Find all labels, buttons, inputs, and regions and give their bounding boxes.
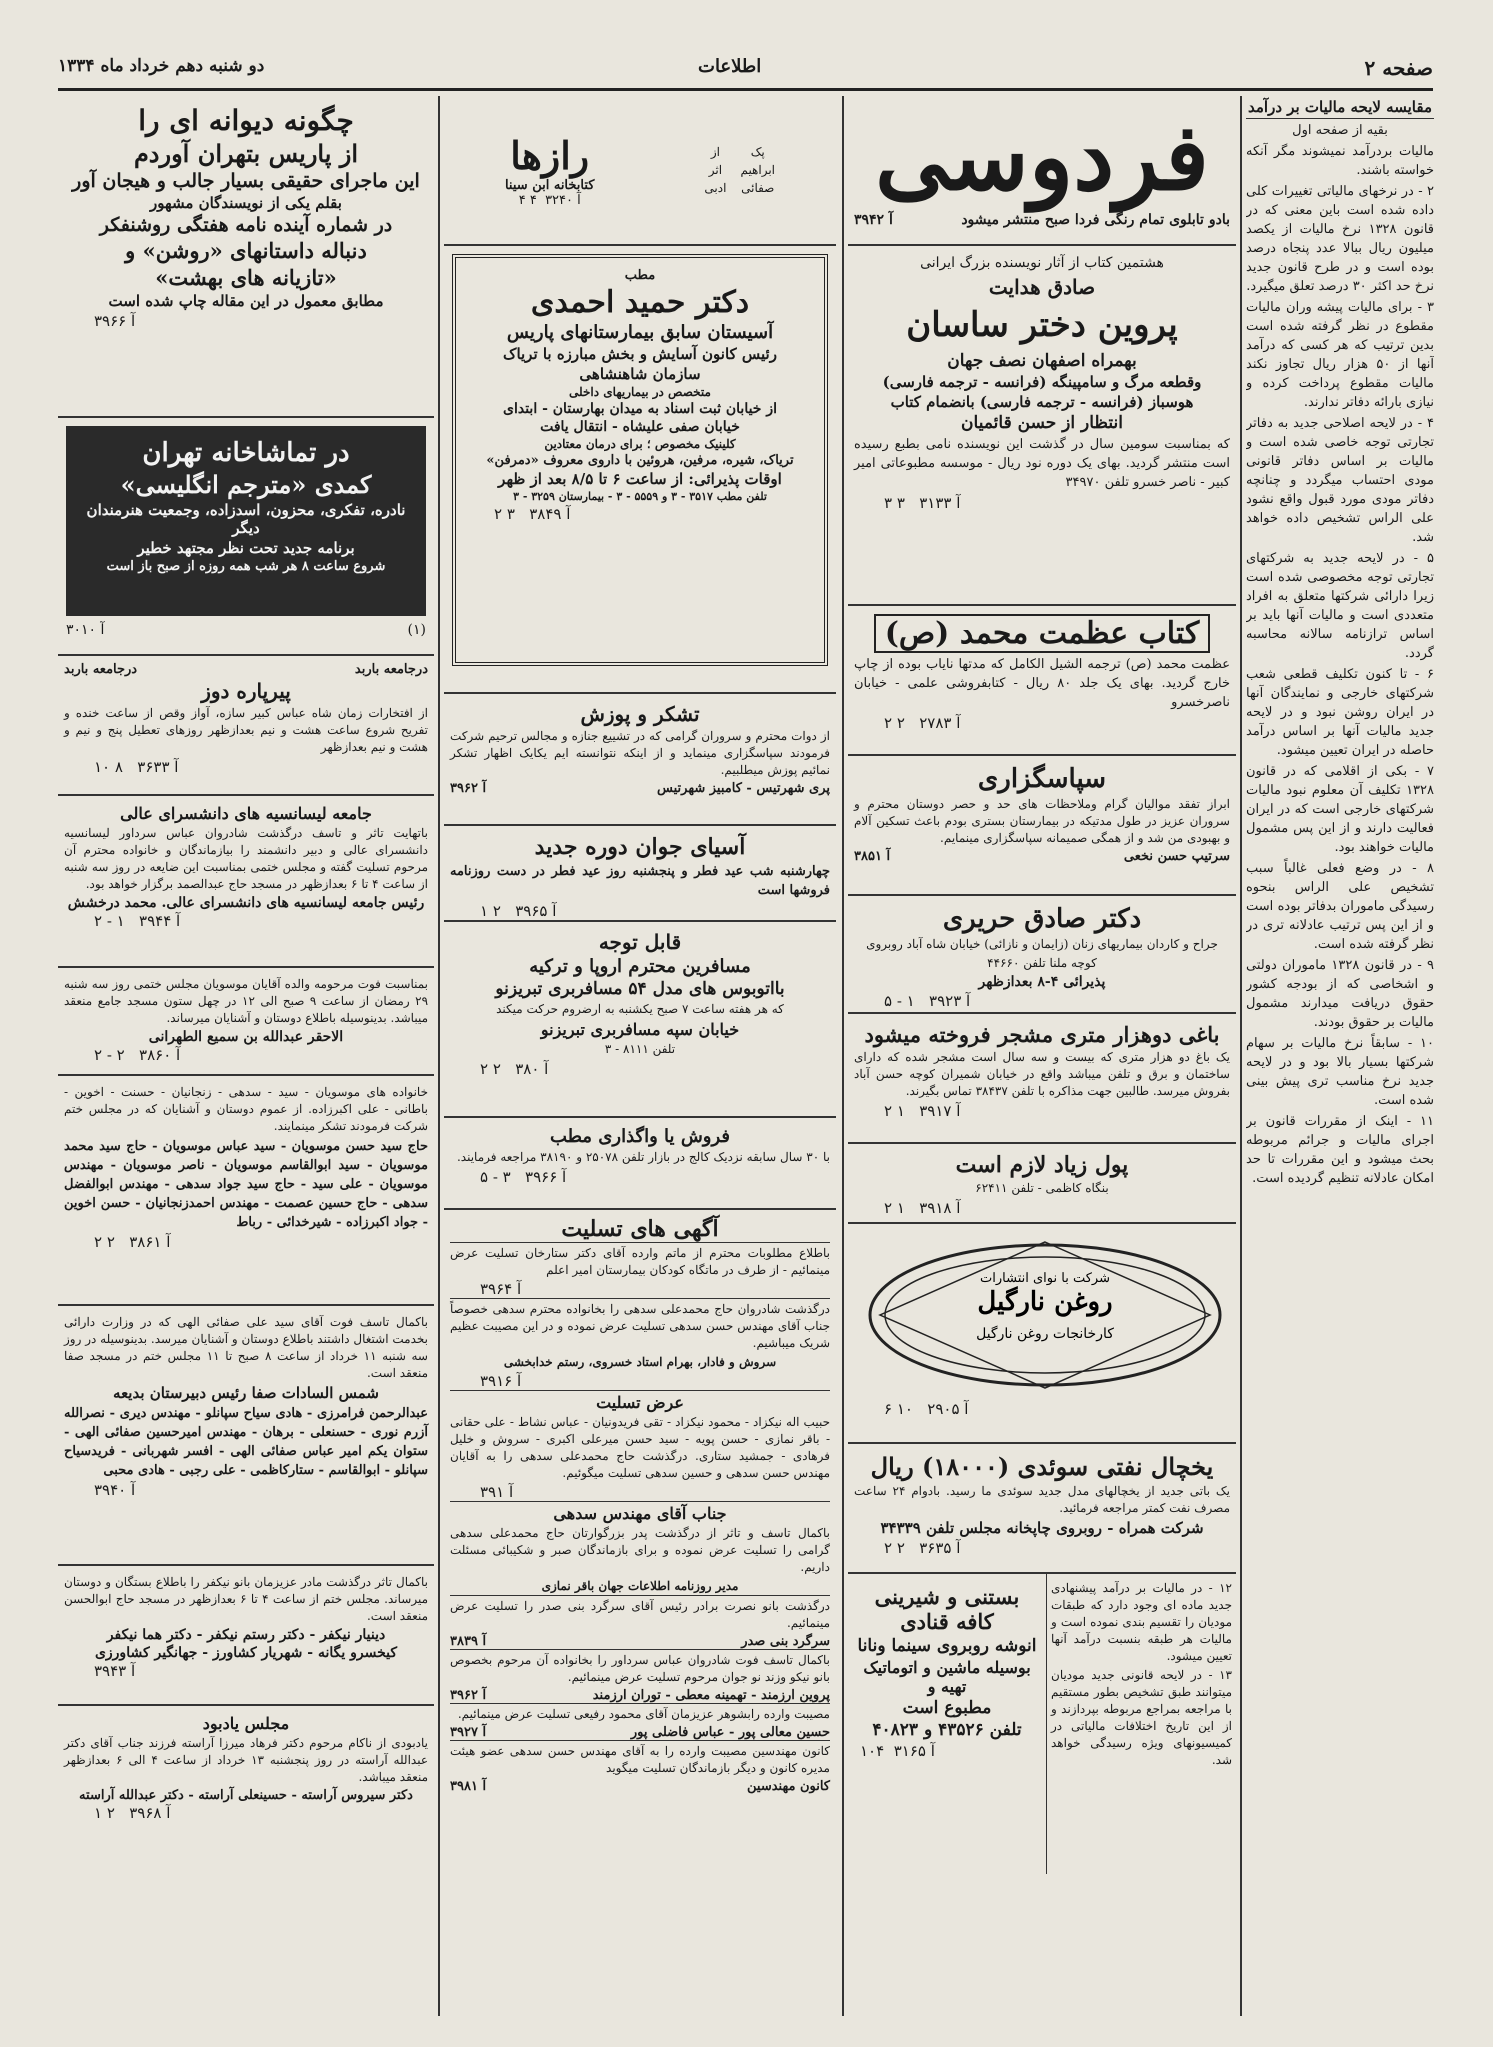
venue-label: درجامعه باربد (64, 662, 138, 677)
theatre-title: در تماشاخانه تهران (142, 438, 350, 468)
razha-ad (444, 96, 836, 246)
book-body: که بمناسبت سومین سال در گذشت این نویسنده نامی بطبع رسیده است منتشر گردید. بهای یک دوره نود ریال - موسسه مطبوعاتی امیر کبیر - ناصر خسرو تلفن ۳۴۹۷۰ (854, 437, 1230, 490)
ad-code: آ ۳۱۶۵ (893, 1742, 935, 1760)
travel-title: قابل توجه (598, 930, 682, 954)
stamp-title: روغن نارگیل (977, 1287, 1113, 1317)
doctor-line: تریاک، شیره، مرفین، هروئین با داروی معروف «دمرفن» (486, 453, 794, 468)
ad-code-2: ۲ ۱ (480, 902, 501, 920)
thanks-ad (848, 756, 1236, 896)
ad-code: آ ۳۸۶۱ (129, 1233, 171, 1251)
memorial-sign: الاحقر عبدالله بن سمیع الطهرانی (148, 1029, 344, 1045)
ferdowsi-ad (848, 96, 1236, 246)
stamp-line: شرکت با نوای انتشارات (980, 1271, 1110, 1286)
travel-ad (444, 922, 836, 1118)
ad-code-2: ۱ ۲ (884, 1102, 905, 1120)
ad-code: آ ۳۹۱۸ (919, 1199, 961, 1217)
ad-code: آ ۳۸۵۱ (854, 849, 891, 864)
family-names: حاج سید حسن موسویان - سید عباس موسویان - حاج سید محمد موسویان - سید ابوالقاسم موسویان - ناصر موسویان - مهندس موسویان - علی سید - حاج سید جواد سدهی - مهندس ابوالفضل سدهی - حاج حسین عصمت - مهندس احمدزنجانیان - حسن اخوین - جواد اکبرزاده - شیرخدائی - رباط (64, 1139, 428, 1230)
tax-note: ۱۳ - در لایحه قانونی جدید مودیان میتوانند طبق تشخیص بطور مستقیم با مراجعه بمراجع مربوطه بپردازند و از این تاریخ اختلافات مالیاتی در کمیسیونهای ویژه رسیدگی خواهد شد. (1051, 1668, 1232, 1767)
coconut-oil-stamp (860, 1230, 1230, 1400)
tax-paragraph: ۸ - در وضع فعلی غالباً سبب تشخیص علی الراس بنحوه رسیدگی ماموران بدفاتر بوده است و از این پس ترتیب عادلانه تری در نظر گرفته شده است. (1246, 861, 1434, 952)
garden-body: یک باغ دو هزار متری که بیست و سه سال است مشجر شده که دارای ساختمان و برق و تلفن میباشد واقع در خیابان شمیران کوچه حسن آباد بفروش میرسد. طالبین جهت مذاکره با تلفن ۳۸۴۳۷ تماس بگیرند. (854, 1050, 1230, 1098)
condolence-sign: سرگرد بنی صدر (741, 1634, 830, 1649)
tashakor-title: تشکر و پوزش (580, 702, 700, 726)
ad-code-2: ۳ ۳ (884, 494, 905, 512)
money-ad (848, 1144, 1236, 1224)
doctor-phone: تلفن مطب ۳۵۱۷ - ۳ و ۵۵۵۹ - ۳ - بیمارستان ۳۲۵۹ - ۳ (513, 490, 767, 503)
condolence-body: حبیب اله نیکزاد - محمود نیکزاد - تقی فریدونیان - عباس نشاط - علی حقانی - باقر نمازی - حسن پویه - سید حسن میرعلی اکبری - سروش و خلیل فرهادی - جمشید ستاری. درگذشت حاج محمدعلی سدهی را به آقایان مهندس حسن سدهی و حسین سدهی تسلیت میگوئیم. (450, 1415, 830, 1480)
safa-names: عبدالرحمن فرامرزی - هادی سیاح سپانلو - مهندس دیری - نصرالله آزرم نوری - حسنعلی - برهان - مهندس امیرحسین صفائی الهی - ستوان یکم امیر عباس صفائی الهی - افسر شهربانی - فریدسیاح سپانلو - ابوالقاسم - ستارکاظمی - علی رجبی - هادی محبی (64, 1406, 428, 1478)
tashakor-sign: پری شهرتیس - کامبیز شهرتیس (657, 781, 830, 796)
hariri-title: دکتر صادق حریری (942, 904, 1142, 934)
tax-paragraph: ۵ - در لایحه جدید به شرکتهای تجارتی توجه مخصوصی شده است زیرا دارائی شرکتها متعلق به افراد متعددی است و مالیات آنها باید بر اساس ترازنامه سالانه محاسبه گردد. (1246, 551, 1434, 661)
divaneh-line: مطابق معمول در این مقاله چاپ شده است (108, 292, 384, 310)
ad-code: آ ۳۹۶۶ (525, 1168, 567, 1186)
book-subtitle: وقطعه مرگ و سامپینگه (فرانسه - ترجمه فارسی) (882, 373, 1202, 391)
ferdowsi-tagline: بادو تابلوی تمام رنگی فردا صبح منتشر میشود (961, 212, 1230, 228)
page-number: صفحه ۲ (1364, 56, 1433, 80)
divaneh-ad (58, 96, 434, 418)
tax-paragraph: ۷ - بکی از اقلامی که در قانون ۱۳۲۸ تکلیف آن معلوم نبود مالیات شرکتهای خارجی است که در ایران فعالیت دارند و از این پس مشمول مالیات خواهند بود. (1246, 764, 1434, 855)
ad-code-2: ۳ ۲ (494, 505, 515, 523)
cafe-line: بوسیله ماشین و اتوماتیک تهیه و (863, 1658, 1031, 1696)
razha-credit: صفائی (741, 181, 775, 195)
ad-code: آ ۳۲۴۰ (545, 192, 581, 208)
yadbod-body: یادبودی از ناکام مرحوم دکتر فرهاد میرزا آراسته فرزند جناب آقای دکتر عبدالله آراسته در روز پنجشنبه ۱۳ خرداد از ساعت ۴ الی ۶ بعدازظهر منعقد میباشد. (64, 1736, 429, 1784)
ad-code: آ ۳۹۶۵ (515, 902, 557, 920)
tashakor-body: از دوات محترم و سروران گرامی که در تشییع جنازه و مجالس ترحیم شرکت فرمودند سپاسگزاری مینماید و از اینکه نتوانسته ایم یکایک اظهار تشکر نمائیم پوزش میطلبیم. (450, 729, 830, 777)
ad-code: آ ۳۹۴۴ (139, 912, 181, 930)
divaneh-line: این ماجرای حقیقی بسیار جالب و هیجان آور (72, 170, 420, 192)
yadbod-notice (58, 1706, 434, 1828)
doctor-ahmadi-ad (444, 246, 836, 694)
ad-code-2: (۱) (407, 622, 426, 638)
doctor-line: متخصص در بیماریهای داخلی (569, 385, 711, 399)
lisans-notice (58, 796, 434, 968)
ad-code: آ ۳۹۴۰ (94, 1481, 136, 1499)
hariri-line: کوچه ملنا تلفن ۴۴۶۶۰ (987, 956, 1097, 970)
left-column (58, 96, 434, 2016)
ad-code: آ ۳۹۶۲ (450, 1688, 487, 1703)
thanks-body: ابراز تفقد موالیان گرام وملاحظات های حد و حصر دوستان محترم و سروران عزیز در طول مدتیکه در بیمارستان بستری بودم باعث تسکین آلام و بهبودی من شد و از همگی صمیمانه سپاسگزاری مینمایم. (854, 797, 1230, 845)
ad-code: آ ۳۹۲۷ (450, 1725, 487, 1740)
memorial-body: بمناسبت فوت مرحومه والده آقایان موسویان مجلس ختمی روز سه شنبه ۲۹ رمضان از ساعت ۹ صبح الی ۱۲ در چهل ستون مسجد جامع منعقد میباشد. بدینوسیله باطلاع دوستان و آشنایان میرساند. (64, 977, 429, 1025)
tax-article-column (1246, 96, 1434, 2016)
tax-paragraph: ۴ - در لایحه اصلاحی جدید به دفاتر تجارتی توجه خاصی شده است و مالیات بر اساس دفاتر قانونی مودی احتساب میگردد و چنانچه دفاتر مودی مورد قبول واقع نشود علی الراس تشخیص داده خواهد شد. (1246, 416, 1434, 545)
doctor-line: خیابان صفی علیشاه - انتقال یافت (540, 419, 740, 435)
razha-credit: ابراهیم (740, 163, 776, 177)
travel-line: که هر هفته ساعت ۷ صبح یکشنبه به ارضروم حرکت میکند (496, 1002, 784, 1016)
condolence-sign: پروین ارزمند - تهمینه معطی - توران ارزمند (592, 1688, 830, 1703)
thanks-apology-ad (444, 694, 836, 826)
ad-code-2: ۲ - ۲ (94, 1046, 125, 1064)
ad-code: آ ۳۸۴۹ (529, 505, 571, 523)
condolence-heading: عرض تسلیت (596, 1393, 684, 1412)
ad-code-2: ۱ - ۲ (94, 912, 125, 930)
condolence-body: درگذشت بانو نصرت برادر رئیس آقای سرگرد بنی صدر را تسلیت عرض مینمائیم. (450, 1599, 830, 1630)
ad-code: آ ۳۹۶۶ (94, 312, 136, 330)
book-title: پروین دختر ساسان (906, 305, 1178, 345)
safa-body: باکمال تاسف فوت آقای سید علی صفائی الهی که در وزارت دارائی بخدمت اشتغال داشتند باطلاع دوستان و آشنایان میرسد. بدینوسیله در روز سه شنبه ۱۱ خرداد از ساعت ۸ صبح تا ۱۱ مجلس ختم در مسجد صفا منعقد است. (64, 1315, 428, 1380)
razha-credits (704, 143, 775, 197)
fridge-body: یک باتی جدید از یخچالهای مدل جدید سوئدی ما رسید. بادوام ۲۴ ساعت مصرف نفت کمتر مراجعه فرمائید. (854, 1484, 1231, 1515)
condolence-body: باکمال تاسف فوت شادروان عباس سرداور را بخانواده آن مرحوم بخصوص بانو نیکو وزند نو جوان مرحوم تسلیت عرض مینمائیم. (450, 1653, 830, 1684)
fridge-sign: شرکت همراه - روبروی چاپخانه مجلس تلفن ۳۴۳۳۹ (880, 1519, 1204, 1537)
travel-phone: تلفن ۸۱۱۱ - ۳ (604, 1042, 676, 1056)
book-author: صادق هدایت (988, 275, 1096, 299)
ad-code-2: ۲ ۲ (884, 1539, 905, 1557)
doctor-name: دکتر حمید احمدی (530, 285, 750, 320)
book-subtitle: هوسباز (فرانسه - ترجمه فارسی) بانضمام کتاب (890, 393, 1194, 411)
doctor-hours: اوقات پذیرائی: از ساعت ۶ تا ۸/۵ بعد از ظهر (498, 470, 782, 488)
thanks-sign: سرتیپ حسن نخعی (1123, 849, 1230, 864)
ad-code: آ ۳۸۶۰ (139, 1046, 181, 1064)
cafe-line: انوشه روبروی سینما ونانا (857, 1636, 1037, 1656)
razha-credit: پک (750, 145, 765, 159)
ad-code: آ ۳۹۱۷ (919, 1102, 961, 1120)
divaneh-line: از پاریس بتهران آوردم (133, 139, 359, 168)
tax-paragraph: ۱۱ - اینک از مقررات قانون بر اجرای مالیات و جرائم مربوطه بحث میشود و این مقررات تا حد امکان عادلانه تنظیم گردیده است. (1246, 1114, 1434, 1186)
parvin-book-ad (848, 246, 1236, 606)
column-divider (842, 96, 844, 2016)
condolence-sign: سروش و فادار، بهرام استاد خسروی، رستم خدابخشی (503, 1355, 777, 1369)
pirpara-title: پیرپاره دوز (201, 679, 291, 703)
pirpara-ad (58, 656, 434, 796)
condolence-sign: مدیر روزنامه اطلاعات جهان باقر نمازی (450, 1578, 830, 1596)
tax-paragraph: ۳ - برای مالیات پیشه وران مالیات مقطوع در نظر گرفته شده است بدین ترتیب که هر کسی که درآمد آنها از ۵۰ هزار ریال تجاوز نکند مالیات مقطوع پرداخت کرده و نیازی بارائه دفاتر ندارند. (1246, 300, 1434, 410)
book-intro: هشتمین کتاب از آثار نویسنده بزرگ ایرانی (920, 255, 1164, 271)
tax-paragraph: ۲ - در نرخهای مالیاتی تغییرات کلی داده شده است باین معنی که در قانون ۱۳۲۸ نرخ مالیات از یکصد میلیون ریال ببالا عدد پنجاه درصد بوده است و در طرح قانون جدید نرخ حد اکثر ۳۰ درصد تعلق میگیرد. (1246, 184, 1434, 294)
condolence-sign: کانون مهندسین (747, 1779, 830, 1794)
fridge-title: یخچال نفتی سوئدی (۱۸۰۰۰) ریال (870, 1452, 1214, 1481)
ad-code-2: ۸ ۱۰ (94, 758, 123, 776)
condolence-body: مصیبت وارده رابشوهر عزیزمان آقای محمود رفیعی تسلیت عرض مینمائیم. (457, 1707, 830, 1721)
travel-line: خیابان سپه مسافربری تبریزنو (540, 1020, 740, 1039)
ad-code: آ ۲۷۸۳ (919, 714, 961, 732)
cafe-title: بستنی و شیرینی کافه قنادی (874, 1584, 1020, 1634)
doctor-hariri-ad (848, 896, 1236, 1014)
theatre-line: برنامه جدید تحت نظر مجتهد خطیر (137, 539, 355, 557)
theatre-ad (58, 418, 434, 656)
garden-title: باغی دوهزار متری مشجر فروخته میشود (864, 1022, 1220, 1047)
family-body: خانواده های موسویان - سید - سدهی - زنجانیان - حسنت - اخوین - باطانی - علی اکبرزاده. از عموم دوستان و آشنایان که در مجلس ختم شرکت فرمودند تشکر مینمایند. (64, 1085, 428, 1133)
lisans-title: جامعه لیسانسیه های دانشسرای عالی (120, 804, 372, 823)
ad-code: آ ۳۶۳۵ (919, 1539, 961, 1557)
clinic-label: مطب (624, 268, 656, 283)
ad-code: آ ۳۹۶۲ (450, 781, 487, 796)
mid-right-column (848, 96, 1236, 2016)
coconut-oil-ad (848, 1224, 1236, 1444)
money-title: پول زیاد لازم است (955, 1152, 1129, 1178)
ad-code: آ ۲۹۰۵ (927, 1400, 969, 1418)
ad-code-2: ۱۰ ۶ (884, 1400, 913, 1418)
divaneh-line: «تازیانه های بهشت» (155, 265, 337, 290)
divaneh-line: در شماره آینده نامه هفتگی روشنفکر (99, 214, 393, 236)
nikfar-body: باکمال تاثر درگذشت مادر عزیزمان بانو نیکفر را باطلاع بستگان و دوستان میرساند. مجلس ختم از ساعت ۴ تا ۶ بعدازظهر در مسجد حاج ابوالحسن منعقد است. (64, 1575, 429, 1623)
ad-code-2: ۱ ۲ (884, 1199, 905, 1217)
doctor-line: کلینیک مخصوص ؛ برای درمان معتادین (544, 437, 736, 451)
clinic-sale-title: فروش یا واگذاری مطب (549, 1126, 731, 1147)
divaneh-line: دنباله داستانهای «روشن» و (125, 238, 367, 263)
fridge-ad (848, 1444, 1236, 1574)
memorial-notice (58, 968, 434, 1076)
condolence-sign: حسین معالی پور - عباس فاضلی پور (630, 1725, 830, 1740)
ad-code: آ ۳۶۳۳ (137, 758, 179, 776)
garden-sale-ad (848, 1014, 1236, 1144)
safa-notice (58, 1306, 434, 1566)
stamp-line: کارخانجات روغن نارگیل (976, 1326, 1114, 1342)
yadbod-title: مجلس یادبود (202, 1714, 290, 1733)
money-body: بنگاه کاظمی - تلفن ۶۲۴۱۱ (975, 1181, 1109, 1195)
tax-paragraph: ۹ - در قانون ۱۳۲۸ ماموران دولتی و اشخاصی که از بودجه کشور حقوق دریافت میدارند مشمول مالیات بر حقوق بودند. (1246, 958, 1434, 1030)
tax-paragraph: ۱۰ - سابقاً نرخ مالیات بر سهام شرکتها بسیار بالا بود و در لایحه جدید نرخ مناسب تری پیش بینی شده است. (1246, 1036, 1434, 1108)
tax-article-title: مقایسه لایحه مالیات بر درآمد (1246, 98, 1434, 119)
nikfar-sign: دینیار نیکفر - دکتر رستم نیکفر - دکتر هما نیکفر (106, 1627, 386, 1643)
cafe-line: مطبوع است (902, 1698, 992, 1718)
book-subtitle: بهمراه اصفهان نصف جهان (947, 351, 1137, 371)
condolence-heading: جناب آقای مهندس سدهی (553, 1504, 727, 1523)
paper-name: اطلاعات (698, 56, 762, 77)
book-subtitle: انتظار از حسن قائمیان (961, 413, 1123, 433)
page-header (58, 52, 1433, 91)
family-thanks-notice (58, 1076, 434, 1306)
razha-publisher: کتابخانه ابن سینا (504, 177, 595, 193)
safa-title: شمس السادات صفا رئیس دبیرستان بدیعه (113, 1384, 379, 1402)
ad-code: آ ۳۹۴۲ (854, 212, 893, 228)
ad-code-2: ۱۰۴ (860, 1742, 885, 1760)
ad-code: آ ۳۹۶۸ (129, 1804, 171, 1822)
theatre-play: کمدی «مترجم انگلیسی» (120, 470, 372, 499)
condolence-body: درگذشت شادروان حاج محمدعلی سدهی را بخانواده محترم سدهی خصوصاً جناب آقای مهندس حسن سدهی تسلیت عرض نموده و در این مصیبت عظیم شریک میباشیم. (450, 1302, 830, 1350)
doctor-line: آسیستان سابق بیمارستانهای پاریس (506, 322, 774, 343)
column-divider (438, 96, 440, 2016)
thanks-title: سپاسگزاری (977, 764, 1107, 794)
azemat-body: عظمت محمد (ص) ترجمه الشیل الکامل که مدتها نایاب بوده از چاپ خارج گردید. بهای یک جلد ۸۰ ریال - کتابفروشی علمی - خیابان ناصرخسرو (854, 657, 1230, 710)
tax-paragraph: ۶ - تا کنون تکلیف قطعی شعب شرکتهای خارجی و نمایندگان آنها در ایران روشن نبود و در لایحه جدید مالیات آنها بر اساس درآمد حاصله در ایران تعیین میشود. (1246, 667, 1434, 758)
mid-left-column (444, 96, 836, 2016)
issue-date: دو شنبه دهم خرداد ماه ۱۳۳۴ (58, 56, 265, 76)
condolence-body: باطلاع مطلوبات محترم از ماتم وارده آقای دکتر ستارخان تسلیت عرض مینمائیم - از طرف در ماتگاه کودکان بیمارستان امیر اعلم (450, 1246, 830, 1277)
nikfar-notice (58, 1566, 434, 1706)
travel-line: بااتوبوس های مدل ۵۴ مسافربری تبریزنو (495, 979, 785, 999)
ad-code: آ ۳۱۳۳ (919, 494, 961, 512)
ad-code-2: ۳ - ۵ (480, 1168, 511, 1186)
ad-code: آ ۳۸۰ (515, 1060, 549, 1078)
condolence-body: کانون مهندسین مصیبت وارده را به آقای مهندس حسن سدهی عضو هیئت مدیره کانون و دیگر بازماندگان تسلیت میگوید (450, 1744, 830, 1775)
ad-code: آ ۳۸۳۹ (450, 1634, 487, 1649)
hariri-line: جراح و کاردان بیماریهای زنان (زایمان و نازائی) خیابان شاه آباد روبروی (866, 937, 1218, 951)
asia-title: آسیای جوان دوره جدید (534, 834, 746, 860)
column-divider (1240, 96, 1242, 2016)
theatre-line: نادره، تفکری، محزون، اسدزاده، وجمعیت هنرمندان دیگر (86, 501, 406, 537)
ad-code: آ ۳۰۱۰ (66, 622, 105, 638)
asia-body: چهارشنبه شب عید فطر و پنجشنبه روز عید فطر در دست روزنامه فروشها است (450, 864, 830, 898)
doctor-line: از خیابان ثبت اسناد به میدان بهارستان - ابتدای (503, 401, 777, 417)
lisans-body: باتهایت تاثر و تاسف درگذشت شادروان عباس سرداور لیسانسیه دانشسرای عالی و دبیر دانشمند را بیازماندگان و خانواده محترم آن مرحوم تسلیت گفته و مجلس ختمی بمناسبت این ضایعه در روز سه شنبه از ساعت ۴ تا ۶ بعدازظهر در مسجد حاج عبدالصمد برگزار خواهد بود. (64, 826, 428, 891)
ad-code-2: ۲ ۲ (884, 714, 905, 732)
hariri-hours: پذیرائی ۴-۸ بعدازظهر (978, 974, 1106, 990)
travel-line: مسافرین محترم اروپا و ترکیه (529, 956, 751, 977)
azemat-title: کتاب عظمت محمد (ص) (874, 614, 1210, 653)
ad-code: آ ۳۹۸۱ (450, 1779, 487, 1794)
yadbod-sign: دکتر سیروس آراسته - حسینعلی آراسته - دکتر عبدالله آراسته (79, 1788, 413, 1803)
condolence-body: باکمال تاسف و تاثر از درگذشت پدر بزرگوارتان حاج محمدعلی سدهی گرامی را تسلیت عرض نموده و برای بازماندگان صبر و شکیبائی مسئلت داریم. (450, 1526, 830, 1574)
condolence-heading: آگهی های تسلیت (450, 1216, 830, 1243)
condolence-section (444, 1210, 836, 1798)
asia-javan-ad (444, 826, 836, 922)
ad-code: آ ۳۹۴۳ (94, 1662, 136, 1680)
nikfar-sign: کیخسرو یگانه - شهریار کشاورز - جهانگیر کشاورزی (94, 1645, 398, 1661)
razha-title: رازها (510, 132, 590, 178)
clinic-sale-body: با ۳۰ سال سابقه نزدیک کالج در بازار تلفن ۲۵۰۷۸ و ۳۸۱۹۰ مراجعه فرمایند. (456, 1150, 830, 1164)
divaneh-title: چگونه دیوانه ای را (138, 104, 354, 137)
tax-note: ۱۲ - در مالیات بر درآمد پیشنهادی جدید ماده ای وجود دارد که طبقات مودیان را تقسیم بندی نموده است و مالیات هر طبقه بنسبت درآمد آنها تعیین میشود. (1051, 1581, 1232, 1663)
doctor-line: سازمان شاهنشاهی (579, 365, 701, 383)
doctor-line: رئیس کانون آسایش و بخش مبارزه با تریاک (503, 345, 777, 363)
venue-label: درجامعه باربد (354, 662, 428, 677)
azemat-book-ad (848, 606, 1236, 756)
ad-code-2: ۱ - ۵ (884, 992, 915, 1010)
ad-code: آ ۳۹۲۳ (929, 992, 971, 1010)
lisans-sign: رئیس جامعه لیسانسیه های دانشسرای عالی. محمد درخشش (67, 895, 425, 911)
tax-notes (1046, 1574, 1236, 1874)
pirpara-body: از افتخارات زمان شاه عباس کبیر سازه، آواز وقص از ساعت خنده و تفریح شروع ساعت هشت و نیم بعدازظهر روزهای تعطیل پنج و نیم و هشت و نیم بعدازظهر (64, 706, 428, 754)
razha-credit: از (710, 145, 720, 159)
razha-credit: ادبی (704, 181, 727, 195)
ferdowsi-title: فردوسی (875, 103, 1209, 211)
ad-code-2: ۴ ۴ (518, 192, 537, 208)
ad-code: آ ۳۹۶۴ (450, 1281, 830, 1299)
razha-credit: اثر (708, 163, 723, 177)
ad-code-2: ۲ ۲ (480, 1060, 501, 1078)
theatre-line: شروع ساعت ۸ هر شب همه روزه از صبح باز است (106, 559, 386, 574)
tax-article-subtitle: بقیه از صفحه اول (1292, 123, 1388, 138)
ad-code: آ ۳۹۱۶ (450, 1373, 830, 1391)
cafe-ad (848, 1574, 1046, 1874)
cafe-phone: تلفن ۴۳۵۲۶ و ۴۰۸۲۳ (872, 1720, 1022, 1740)
clinic-sale-ad (444, 1118, 836, 1210)
ad-code-2: ۲ ۱ (94, 1804, 115, 1822)
ad-code-2: ۲ ۲ (94, 1233, 115, 1251)
tax-paragraph: مالیات بردرآمد نمیشوند مگر آنکه خواسته باشند. (1246, 144, 1434, 178)
divaneh-line: بقلم یکی از نویسندگان مشهور (150, 194, 342, 212)
ad-code: آ ۳۹۱ (450, 1484, 830, 1502)
